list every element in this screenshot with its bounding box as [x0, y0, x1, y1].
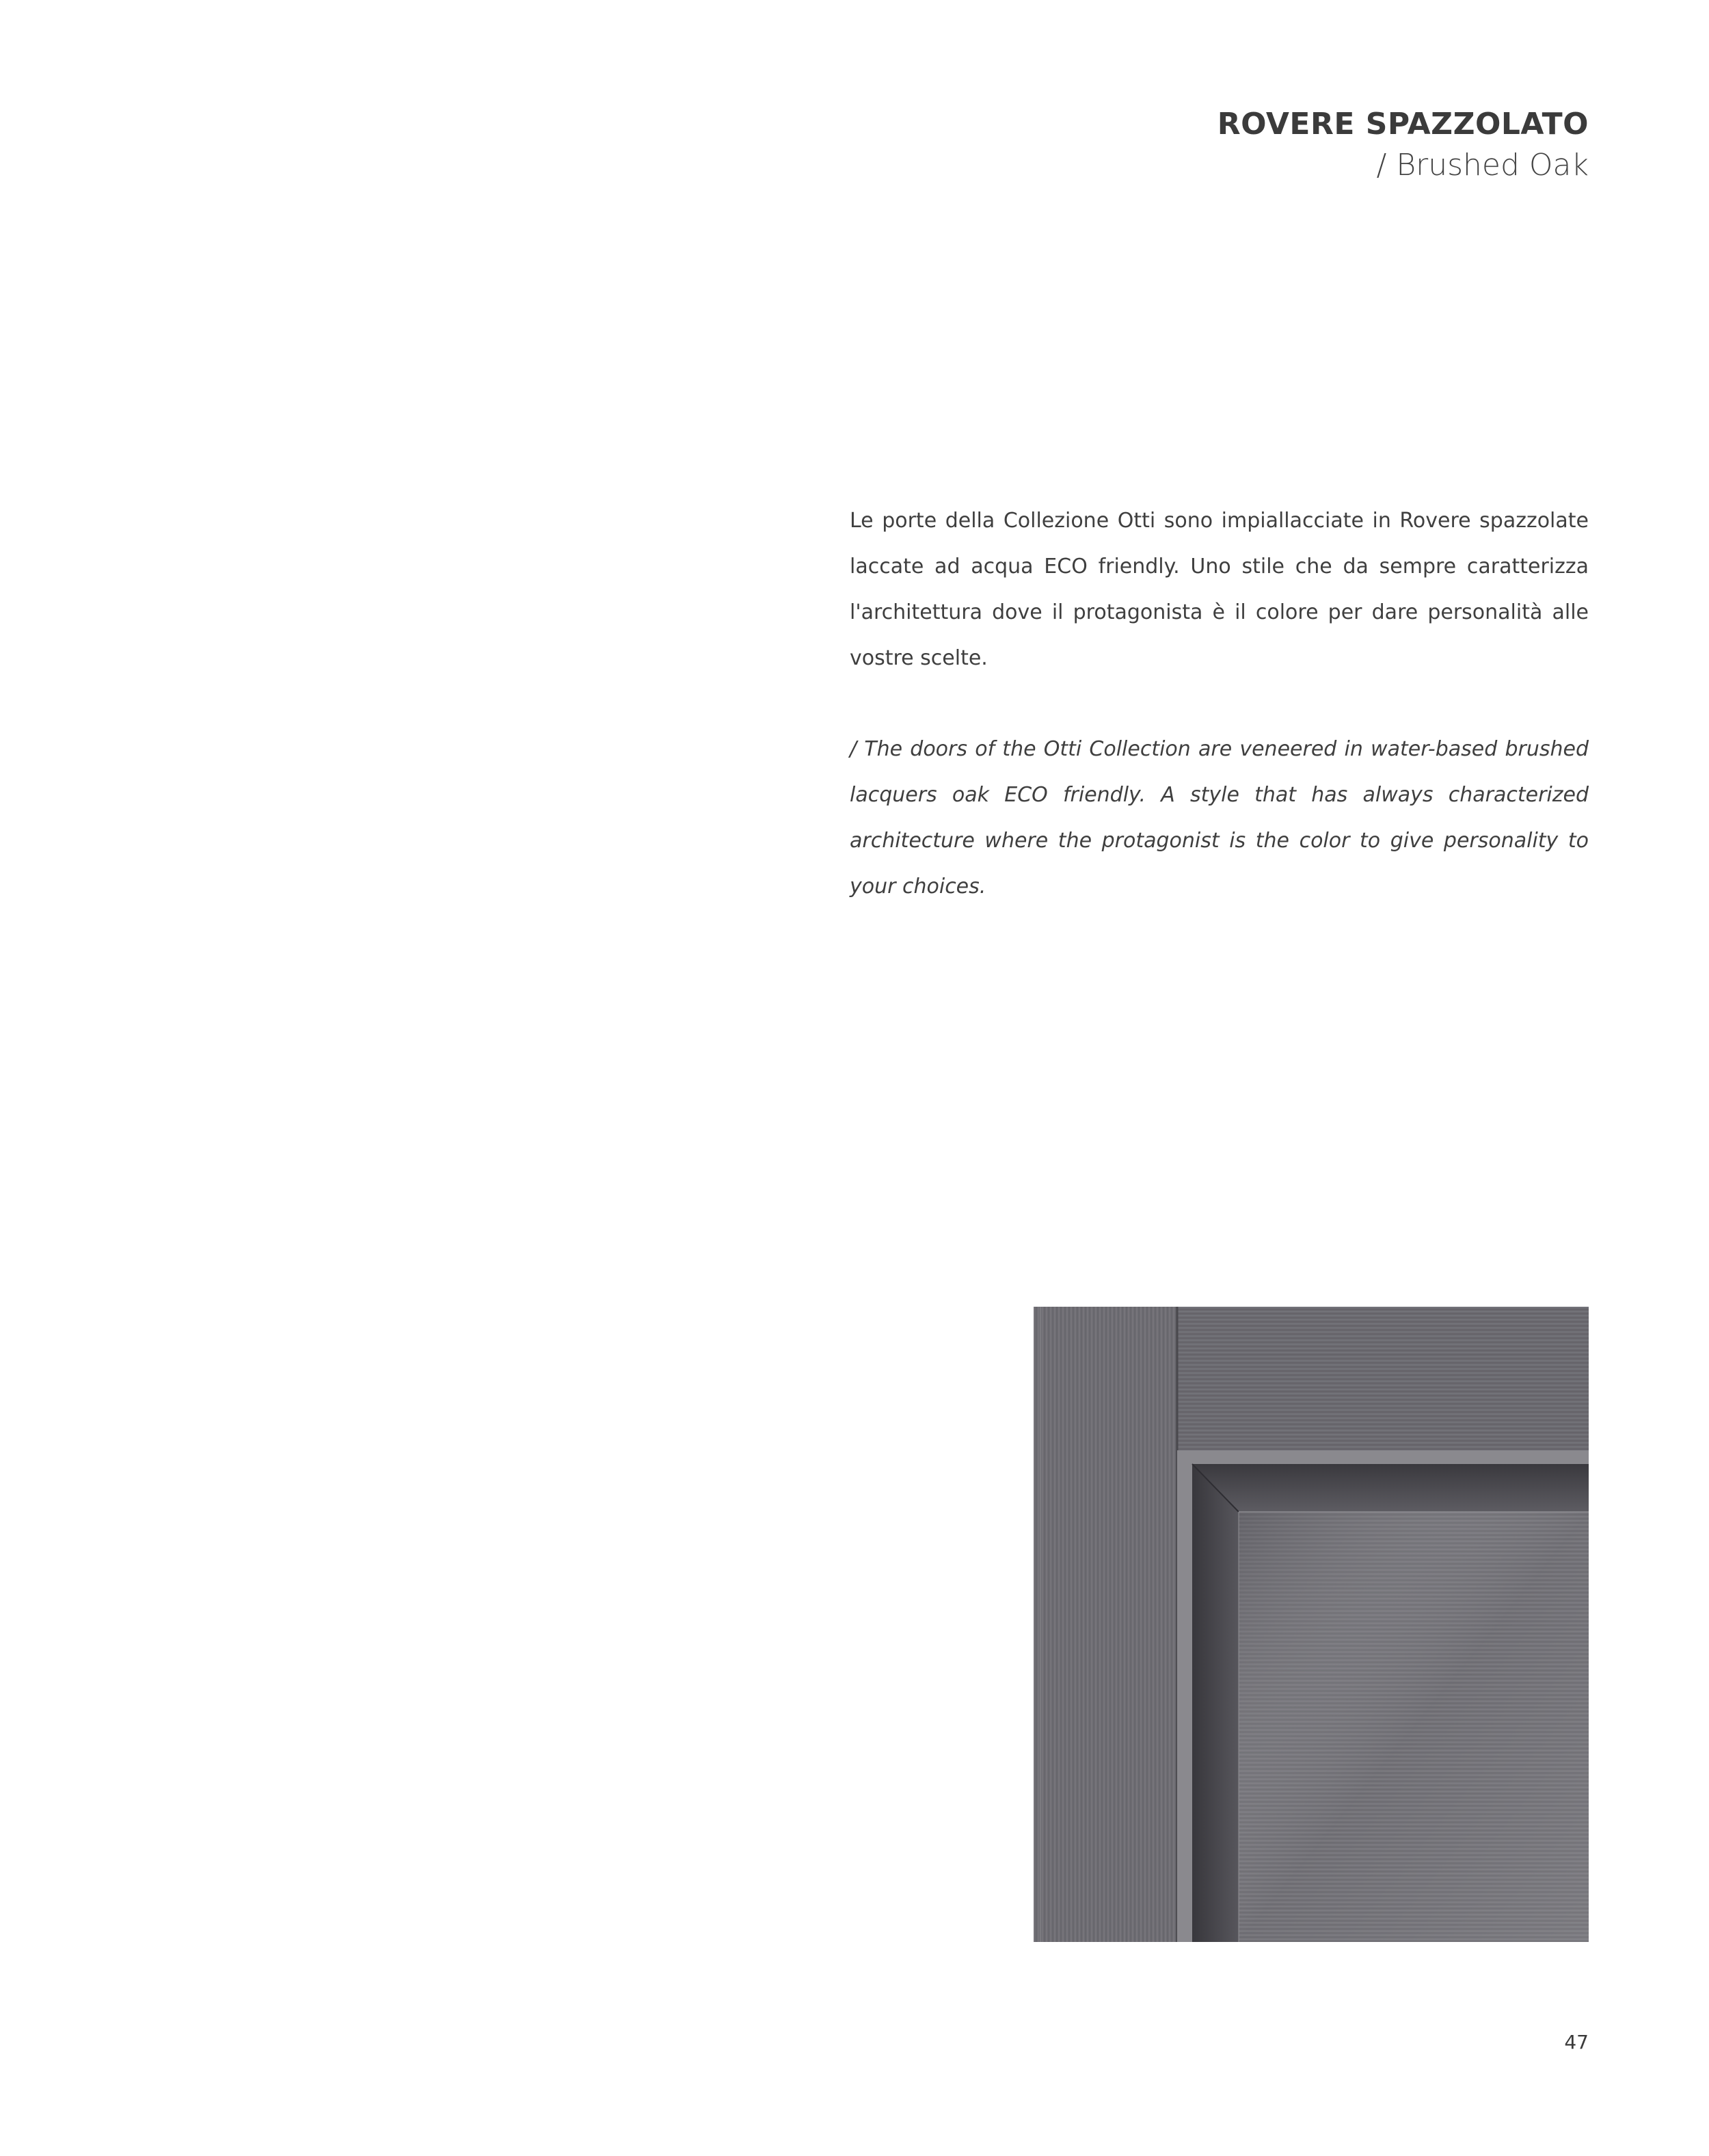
brushed-oak-door-photo [1034, 1307, 1589, 1942]
door-detail-illustration [1034, 1307, 1589, 1942]
page-title: ROVERE SPAZZOLATO [1217, 107, 1589, 142]
page-subtitle: / Brushed Oak [1376, 148, 1589, 183]
page-number: 47 [1564, 2031, 1589, 2053]
description-block [850, 498, 1589, 909]
description-english: / The doors of the Otti Collection are veneered in water-based brushed lacquers oak ECO friendly. A style that has always characterized architecture where the protagonist is the color to give personality to your choices. [850, 737, 1589, 899]
description-italian: Le porte della Collezione Otti sono impiallacciate in Rovere spazzolate laccate ad acqua ECO friendly. Uno stile che da sempre caratterizza l'architettura dove il protagonista è il colore per dare personalità alle vostre scelte. [850, 509, 1589, 670]
title-block [1217, 104, 1589, 186]
